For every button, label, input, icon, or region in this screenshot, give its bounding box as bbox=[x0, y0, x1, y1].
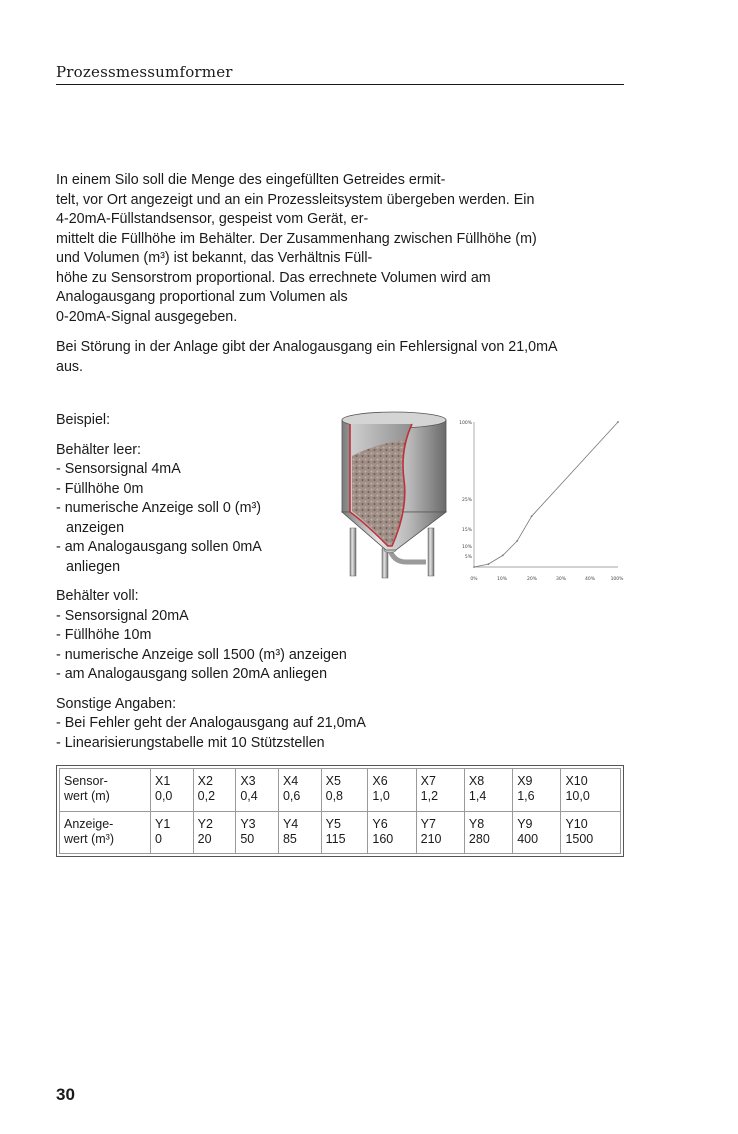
cell-key: Y10 bbox=[565, 816, 588, 831]
table-row-label bbox=[60, 769, 151, 812]
data-point bbox=[502, 555, 504, 557]
list-item: - am Analogausgang sollen 0mA bbox=[56, 539, 262, 555]
y-tick-label: 15% bbox=[461, 528, 472, 533]
x-tick-label: 40% bbox=[584, 577, 596, 582]
table-row bbox=[60, 811, 621, 854]
cell-key: X8 bbox=[468, 774, 485, 788]
x-tick-label: 20% bbox=[526, 577, 538, 582]
text-line: In einem Silo soll die Menge des eingefüllten Getreides ermit- bbox=[56, 172, 446, 188]
cell-key: Y4 bbox=[282, 816, 299, 831]
cell-key: Y3 bbox=[240, 816, 256, 831]
y-tick-label: 10% bbox=[461, 545, 472, 550]
empty-container-heading: Behälter leer: bbox=[56, 441, 142, 458]
cell-key: Y2 bbox=[197, 816, 213, 831]
cell-value: 0,8 bbox=[325, 789, 344, 803]
full-container-block bbox=[56, 587, 396, 685]
series-line bbox=[474, 422, 618, 567]
cell-value: 50 bbox=[240, 831, 255, 846]
list-item: - am Analogausgang sollen 20mA anliegen bbox=[56, 666, 328, 682]
cell-key: X9 bbox=[517, 774, 533, 788]
table-cell bbox=[321, 811, 368, 854]
cell-value: 210 bbox=[420, 831, 442, 846]
row-label-line: wert (m³) bbox=[64, 831, 114, 846]
table-cell bbox=[561, 811, 621, 854]
cell-value: 1500 bbox=[565, 831, 594, 846]
table-cell bbox=[236, 811, 279, 854]
page-number: 30 bbox=[56, 1085, 75, 1104]
cell-value: 1,4 bbox=[468, 789, 487, 803]
table-cell bbox=[278, 769, 321, 812]
cell-value: 85 bbox=[282, 831, 297, 846]
cell-value: 115 bbox=[325, 831, 346, 846]
table-cell bbox=[278, 811, 321, 854]
cell-key: X4 bbox=[282, 774, 299, 788]
cell-key: X3 bbox=[240, 774, 256, 788]
table-cell bbox=[236, 769, 279, 812]
list-item: - Sensorsignal 4mA bbox=[56, 461, 181, 477]
table-cell bbox=[321, 769, 368, 812]
cell-key: X10 bbox=[565, 774, 588, 788]
table-cell bbox=[416, 769, 464, 812]
list-item: - Linearisierungstabelle mit 10 Stützstellen bbox=[56, 734, 325, 751]
cell-value: 0 bbox=[155, 831, 162, 846]
x-tick-label: 30% bbox=[555, 577, 567, 582]
cell-key: X7 bbox=[420, 774, 436, 788]
cell-key: Y6 bbox=[372, 816, 388, 831]
table-cell bbox=[513, 769, 561, 812]
cell-value: 10,0 bbox=[565, 789, 590, 803]
cell-key: X5 bbox=[325, 774, 341, 788]
text-line: telt, vor Ort angezeigt und an ein Prozessleitsystem übergeben werden. Ein bbox=[56, 191, 535, 208]
linearization-table bbox=[56, 765, 624, 857]
cell-value: 1,2 bbox=[420, 789, 439, 803]
table-cell bbox=[561, 769, 621, 812]
table-cell bbox=[464, 769, 512, 812]
cell-value: 0,0 bbox=[155, 789, 173, 803]
table-row bbox=[60, 769, 621, 812]
silo-icon bbox=[342, 412, 446, 578]
list-item: - Sensorsignal 20mA bbox=[56, 607, 189, 624]
x-tick-label: 10% bbox=[496, 577, 508, 582]
y-tick-label: 100% bbox=[459, 421, 472, 426]
cell-value: 0,2 bbox=[197, 789, 216, 803]
cell-key: Y9 bbox=[517, 816, 533, 831]
table-cell bbox=[151, 811, 194, 854]
chart-area bbox=[459, 420, 624, 582]
text-line: aus. bbox=[56, 358, 84, 375]
page-header-title: Prozessmessumformer bbox=[56, 63, 624, 85]
cell-key: X2 bbox=[197, 774, 213, 788]
linearization-table-grid bbox=[59, 768, 621, 854]
example-heading: Beispiel: bbox=[56, 412, 111, 428]
text-line: Analogausgang proportional zum Volumen als bbox=[56, 289, 348, 305]
y-tick-label: 5% bbox=[464, 555, 472, 560]
intro-paragraph-1 bbox=[56, 171, 626, 327]
cell-key: Y8 bbox=[468, 816, 485, 831]
cell-value: 280 bbox=[468, 831, 490, 846]
x-tick-label: 100% bbox=[610, 577, 624, 582]
cell-value: 0,4 bbox=[240, 789, 258, 803]
text-line: Bei Störung in der Anlage gibt der Analogausgang ein Fehlersignal von 21,0mA bbox=[56, 339, 558, 355]
table-cell bbox=[151, 769, 194, 812]
text-line: 4-20mA-Füllstandsensor, gespeist vom Gerät, er- bbox=[56, 211, 369, 227]
list-item: - Füllhöhe 10m bbox=[56, 627, 152, 643]
table-cell bbox=[464, 811, 512, 854]
table-cell bbox=[368, 811, 416, 854]
table-cell bbox=[513, 811, 561, 854]
x-tick-label: 0% bbox=[470, 577, 478, 582]
list-item: - Bei Fehler geht der Analogausgang auf 21,0mA bbox=[56, 715, 366, 731]
table-cell bbox=[193, 769, 236, 812]
table-cell bbox=[416, 811, 464, 854]
cell-value: 400 bbox=[517, 831, 539, 846]
list-item: - Füllhöhe 0m bbox=[56, 480, 144, 497]
data-point bbox=[516, 540, 518, 542]
y-tick-label: 25% bbox=[461, 498, 472, 503]
cell-value: 0,6 bbox=[282, 789, 301, 803]
table-row-label bbox=[60, 811, 151, 854]
cell-key: Y5 bbox=[325, 816, 341, 831]
text-line: mittelt die Füllhöhe im Behälter. Der Zusammenhang zwischen Füllhöhe (m) bbox=[56, 230, 537, 247]
list-item: anzeigen bbox=[66, 519, 125, 536]
table-cell bbox=[368, 769, 416, 812]
list-item: - numerische Anzeige soll 1500 (m³) anzeigen bbox=[56, 646, 347, 663]
full-container-heading: Behälter voll: bbox=[56, 588, 139, 604]
data-point bbox=[488, 563, 490, 565]
cell-key: Y1 bbox=[155, 816, 171, 831]
list-item: - numerische Anzeige soll 0 (m³) bbox=[56, 500, 261, 516]
data-point bbox=[473, 566, 475, 568]
cell-value: 1,6 bbox=[517, 789, 535, 803]
silo-illustration-area bbox=[334, 410, 626, 585]
text-line: höhe zu Sensorstrom proportional. Das errechnete Volumen wird am bbox=[56, 269, 491, 286]
text-line: und Volumen (m³) ist bekannt, das Verhältnis Füll- bbox=[56, 250, 373, 266]
data-point bbox=[617, 421, 619, 423]
silo-and-chart-figure bbox=[334, 410, 626, 585]
data-point bbox=[531, 515, 533, 517]
row-label-line: Anzeige- bbox=[64, 816, 114, 831]
cell-key: Y7 bbox=[420, 816, 436, 831]
other-info-block bbox=[56, 695, 396, 754]
cell-value: 20 bbox=[197, 831, 212, 846]
cell-value: 160 bbox=[372, 831, 394, 846]
cell-key: X1 bbox=[155, 774, 171, 788]
cell-key: X6 bbox=[372, 774, 388, 788]
row-label-line: wert (m) bbox=[64, 789, 110, 803]
intro-text bbox=[56, 171, 626, 377]
text-line: 0-20mA-Signal ausgegeben. bbox=[56, 308, 238, 325]
other-info-heading: Sonstige Angaben: bbox=[56, 695, 177, 712]
cell-value: 1,0 bbox=[372, 789, 390, 803]
table-cell bbox=[193, 811, 236, 854]
row-label-line: Sensor- bbox=[64, 774, 108, 788]
list-item: anliegen bbox=[66, 558, 121, 575]
intro-paragraph-2 bbox=[56, 338, 626, 377]
